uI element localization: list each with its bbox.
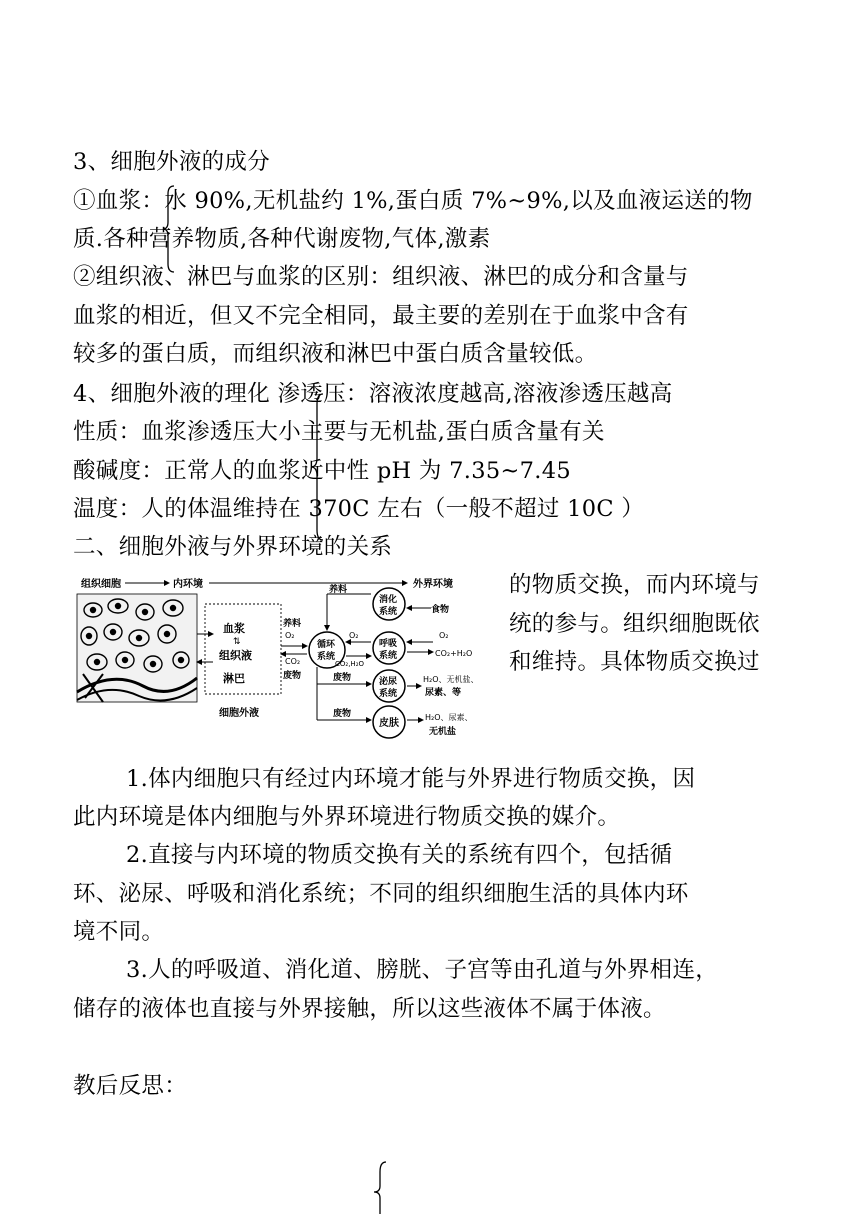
label-circulatory-1: 循环	[317, 640, 336, 650]
paragraph-line: 境不同。	[73, 919, 165, 945]
label-urinary-out-1: H₂O、无机盐、	[423, 675, 479, 684]
paragraph-line: 1.体内细胞只有经过内环境才能与外界进行物质交换，因	[126, 766, 696, 792]
label-respiratory-2: 系统	[379, 651, 398, 661]
label-waste-3: 废物	[333, 709, 352, 719]
label-respiratory-1: 呼吸	[379, 639, 398, 649]
label-skin: 皮肤	[379, 718, 399, 729]
label-external-env: 外界环境	[413, 579, 453, 590]
label-o2-out: O₂	[439, 631, 449, 640]
label-lymph: 淋巴	[223, 672, 245, 685]
paragraph-line: 性质：血浆渗透压大小主要与无机盐,蛋白质含量有关	[73, 419, 605, 445]
label-co2-h2o-out: CO₂+H₂O	[435, 649, 473, 658]
brace-icon	[160, 184, 180, 274]
brace-icon	[370, 1160, 390, 1214]
label-tissue-fluid: 组织液	[219, 649, 252, 662]
label-internal-env: 内环境	[173, 579, 203, 590]
exchange-diagram	[73, 574, 505, 744]
section-title: 二、细胞外液与外界环境的关系	[73, 534, 393, 560]
label-skin-out-2: 无机盐	[429, 727, 457, 737]
tissue-cells-illustration	[77, 594, 197, 702]
label-circulatory-2: 系统	[317, 652, 336, 662]
label-tissue-cells: 组织细胞	[81, 579, 121, 590]
label-digestive-2: 系统	[379, 607, 398, 617]
paragraph-line: 和维持。具体物质交换过	[509, 649, 760, 675]
label-skin-out-1: H₂O、尿素、	[425, 713, 473, 722]
svg-text:⇅: ⇅	[233, 637, 241, 647]
paragraph-line: 统的参与。组织细胞既依	[509, 611, 760, 637]
paragraph-line: 2.直接与内环境的物质交换有关的系统有四个，包括循	[126, 842, 673, 868]
paragraph-line: 酸碱度：正常人的血浆近中性 pH 为 7.35~7.45	[73, 458, 571, 484]
label-waste-2: 废物	[333, 673, 352, 683]
paragraph-line: 较多的蛋白质，而组织液和淋巴中蛋白质含量较低。	[73, 341, 598, 367]
paragraph-line: 血浆的相近，但又不完全相同，最主要的差别在于血浆中含有	[73, 303, 689, 329]
label-co2: CO₂	[285, 657, 301, 666]
brace-icon	[308, 392, 328, 542]
paragraph-line: 4、细胞外液的理化 渗透压：溶液浓度越高,溶液渗透压越高	[73, 381, 673, 407]
paragraph-line: 储存的液体也直接与外界接触，所以这些液体不属于体液。	[73, 996, 666, 1022]
paragraph-line: 的物质交换，而内环境与	[509, 572, 760, 598]
label-plasma: 血浆	[223, 622, 245, 635]
label-nutrients-2: 养料	[329, 585, 348, 595]
label-waste: 废物	[283, 671, 302, 681]
label-co2-h2o: CO₂,H₂O	[335, 660, 365, 668]
label-extracellular: 细胞外液	[219, 708, 259, 719]
label-urinary-1: 泌尿	[379, 677, 398, 687]
paragraph-line: 3.人的呼吸道、消化道、膀胱、子宫等由孔道与外界相连，	[126, 957, 719, 983]
paragraph-line: 质.各种营养物质,各种代谢废物,气体,激素	[73, 226, 491, 252]
paragraph-line: ①血浆：水 90%,无机盐约 1%,蛋白质 7%~9%,以及血液运送的物	[73, 188, 753, 214]
label-urinary-2: 系统	[379, 689, 398, 699]
section-title: 3、细胞外液的成分	[73, 149, 271, 175]
label-food: 食物	[431, 605, 450, 615]
paragraph-line: 温度：人的体温维持在 370C 左右（一般不超过 10C ）	[73, 496, 645, 522]
label-o2: O₂	[285, 631, 295, 640]
paragraph-line: ②组织液、淋巴与血浆的区别：组织液、淋巴的成分和含量与	[73, 264, 689, 290]
paragraph-line: 此内环境是体内细胞与外界环境进行物质交换的媒介。	[73, 804, 621, 830]
reflection-heading: 教后反思：	[73, 1073, 188, 1099]
label-urinary-out-2: 尿素、等	[425, 688, 462, 698]
label-nutrients: 养料	[283, 619, 302, 629]
label-digestive-1: 消化	[379, 595, 398, 605]
paragraph-line: 环、泌尿、呼吸和消化系统；不同的组织细胞生活的具体内环	[73, 881, 689, 907]
label-o2-2: O₂	[349, 631, 359, 640]
